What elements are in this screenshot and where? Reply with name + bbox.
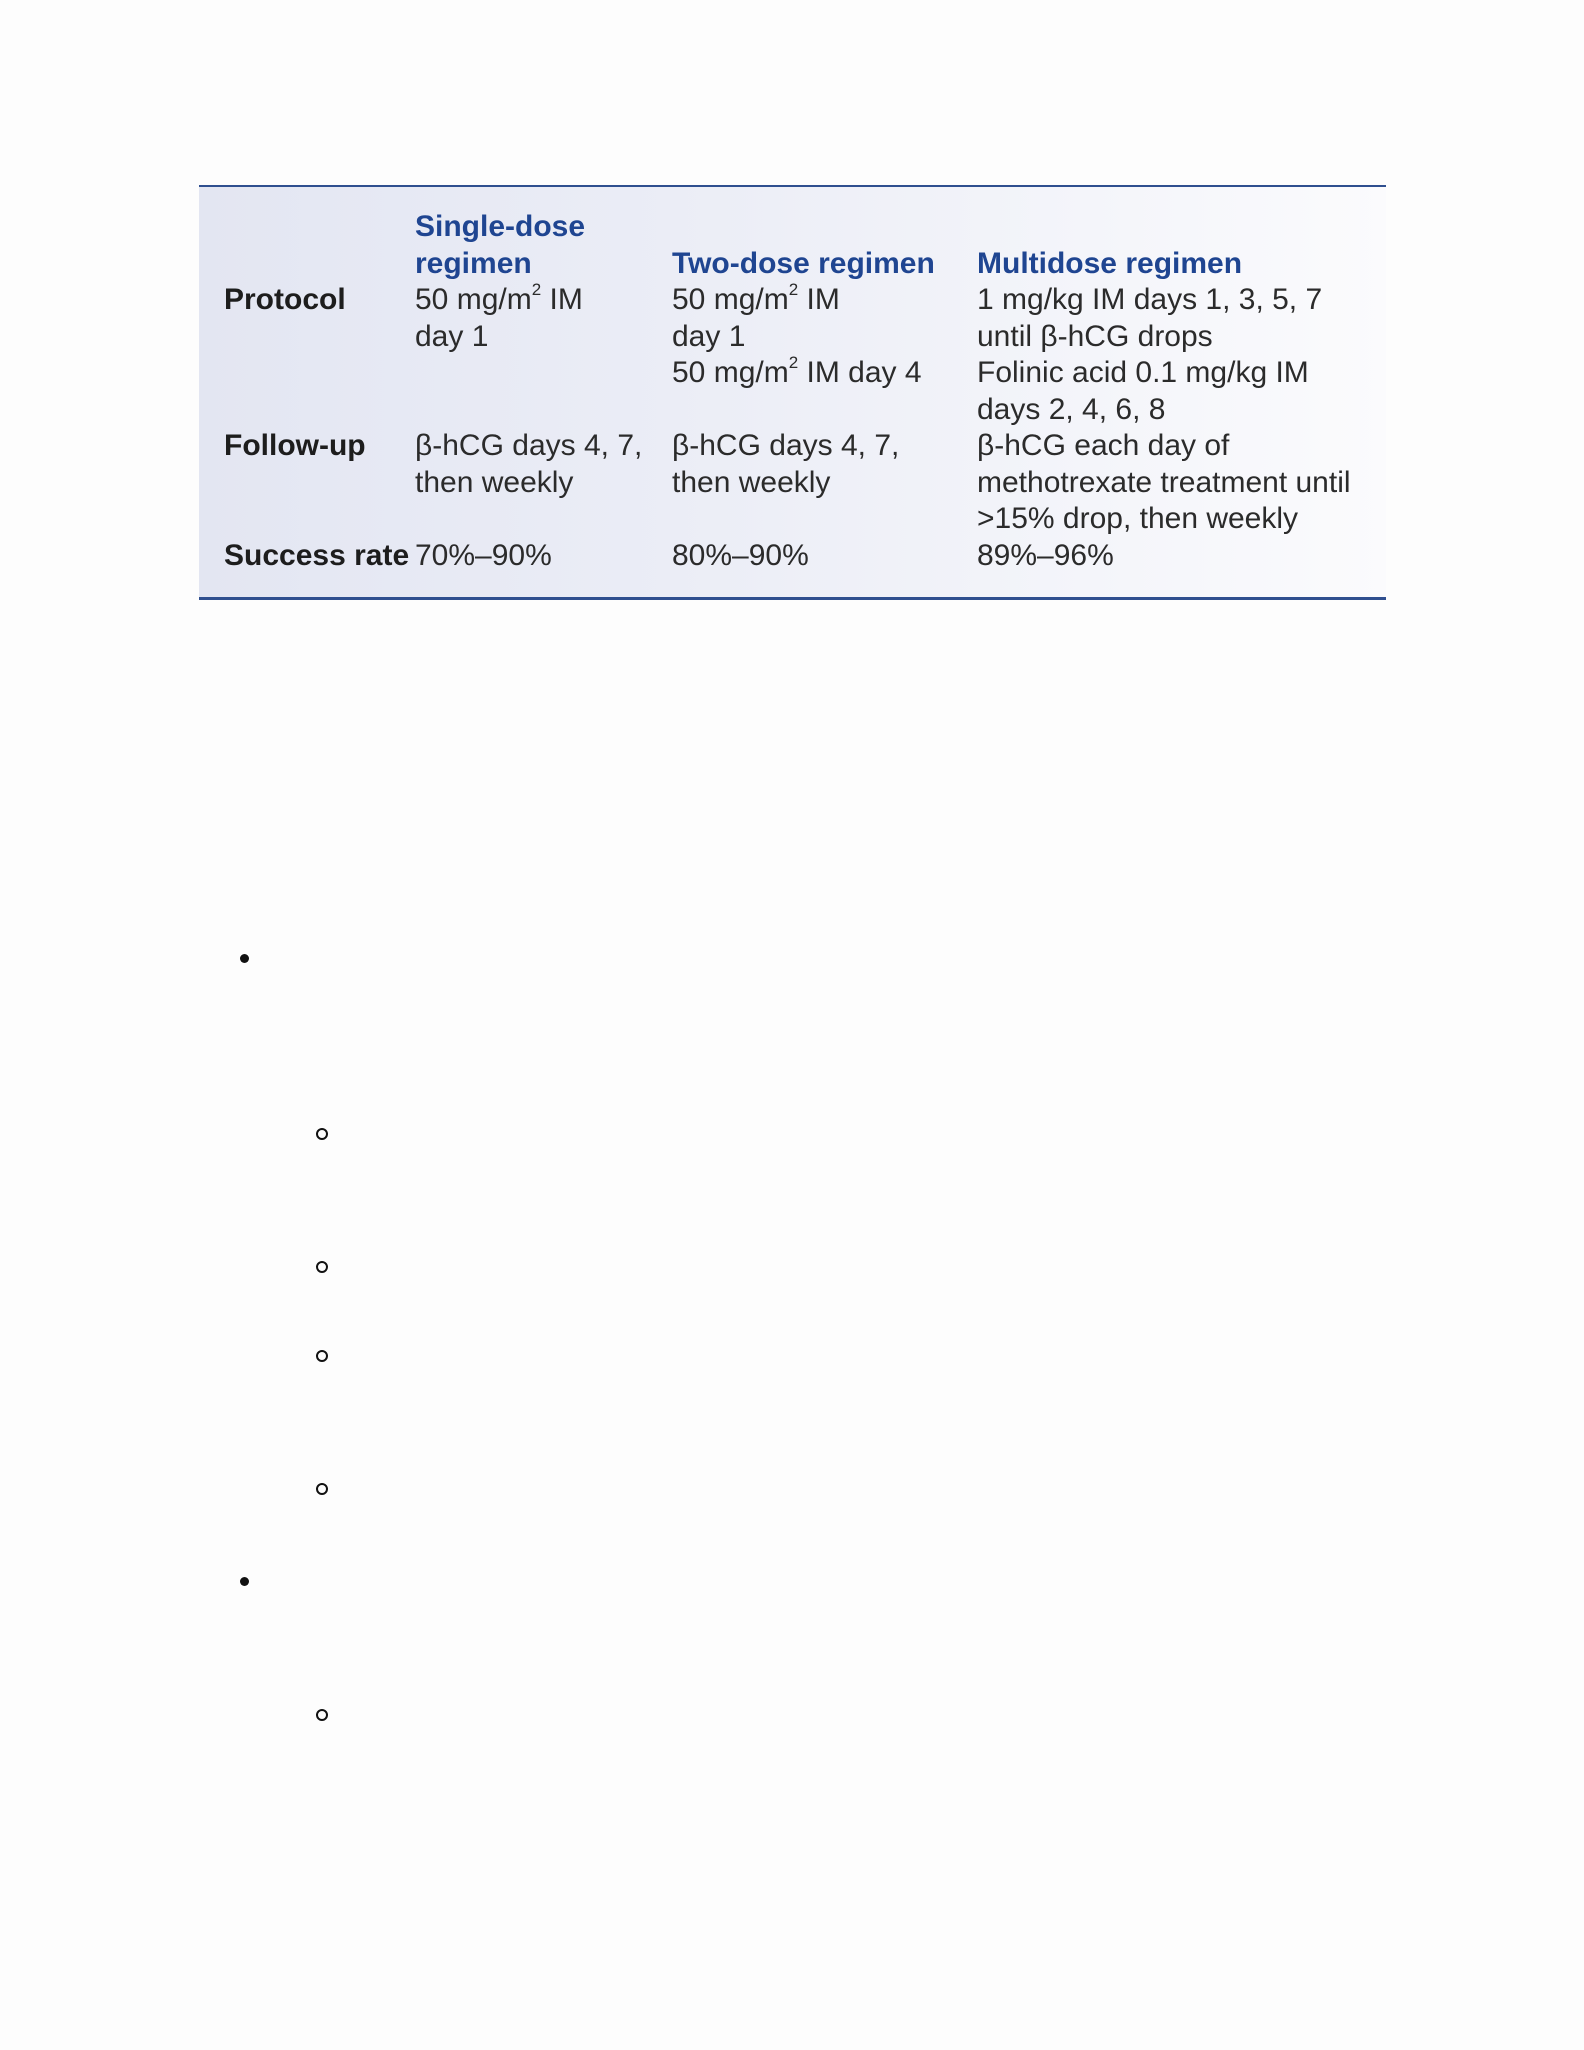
- circle-bullet-icon: [316, 1709, 328, 1721]
- cell-followup-two-line-2: then weekly: [672, 465, 831, 499]
- cell-protocol-single-line-2: day 1: [415, 319, 489, 353]
- row-label-followup: Follow-up: [224, 429, 366, 462]
- header-two-dose: [672, 187, 977, 282]
- circle-bullet-icon: [316, 1128, 328, 1140]
- header-single-dose-line-1: Single-dose: [415, 210, 586, 243]
- cell-followup-multi-line-1: β-hCG each day of: [977, 429, 1230, 462]
- table-row-followup: [199, 428, 1386, 538]
- regimen-table: [199, 187, 1386, 574]
- cell-protocol-multi-line-4: days 2, 4, 6, 8: [977, 392, 1166, 426]
- row-label-protocol: Protocol: [224, 283, 346, 316]
- cell-protocol-multi-line-3: Folinic acid 0.1 mg/kg IM: [977, 356, 1309, 389]
- cell-protocol-two-line-2: day 1: [672, 319, 746, 353]
- cell-protocol-two-line-3: 50 $mg/m^2$ IM day 4: [672, 353, 922, 389]
- bullet-icon: [240, 1577, 249, 1586]
- cell-success-multi: 89%–96%: [977, 538, 1114, 572]
- cell-protocol-multi: [977, 282, 1386, 428]
- cell-followup-single-line-1: β-hCG days 4, 7,: [415, 429, 643, 462]
- cell-followup-multi: [977, 428, 1386, 538]
- bullet-icon: [240, 954, 249, 963]
- circle-bullet-icon: [316, 1350, 328, 1362]
- cell-protocol-two-line-1: 50 $mg/m^2$ IM: [672, 280, 840, 316]
- cell-protocol-two: [672, 282, 977, 428]
- cell-protocol-single: [415, 282, 672, 428]
- header-single-dose: [415, 187, 672, 282]
- cell-protocol-multi-line-1: 1 mg/kg IM days 1, 3, 5, 7: [977, 283, 1323, 316]
- cell-success-single: 70%–90%: [415, 538, 552, 572]
- cell-protocol-single-line-1: 50 $mg/m^2$ IM: [415, 280, 583, 316]
- header-empty-cell: [199, 187, 415, 282]
- table-row-success: [199, 538, 1386, 575]
- cell-followup-single-line-2: then weekly: [415, 465, 574, 499]
- circle-bullet-icon: [316, 1483, 328, 1495]
- header-single-dose-line-2: regimen: [415, 246, 532, 280]
- cell-protocol-multi-line-2: until β-hCG drops: [977, 319, 1213, 353]
- cell-followup-two: [672, 428, 977, 538]
- regimen-table-figure: [199, 185, 1386, 600]
- cell-followup-single: [415, 428, 672, 538]
- row-label-success: Success rate: [224, 538, 410, 572]
- cell-success-two: 80%–90%: [672, 538, 809, 572]
- table-row-protocol: [199, 282, 1386, 428]
- cell-followup-multi-line-2: methotrexate treatment until: [977, 465, 1351, 499]
- header-two-dose-line: Two-dose regimen: [672, 246, 935, 280]
- header-multidose: [977, 187, 1386, 282]
- table-header-row: [199, 187, 1386, 282]
- circle-bullet-icon: [316, 1261, 328, 1273]
- header-multidose-line: Multidose regimen: [977, 246, 1243, 280]
- cell-followup-two-line-1: β-hCG days 4, 7,: [672, 429, 900, 462]
- cell-followup-multi-line-3: >15% drop, then weekly: [977, 502, 1299, 535]
